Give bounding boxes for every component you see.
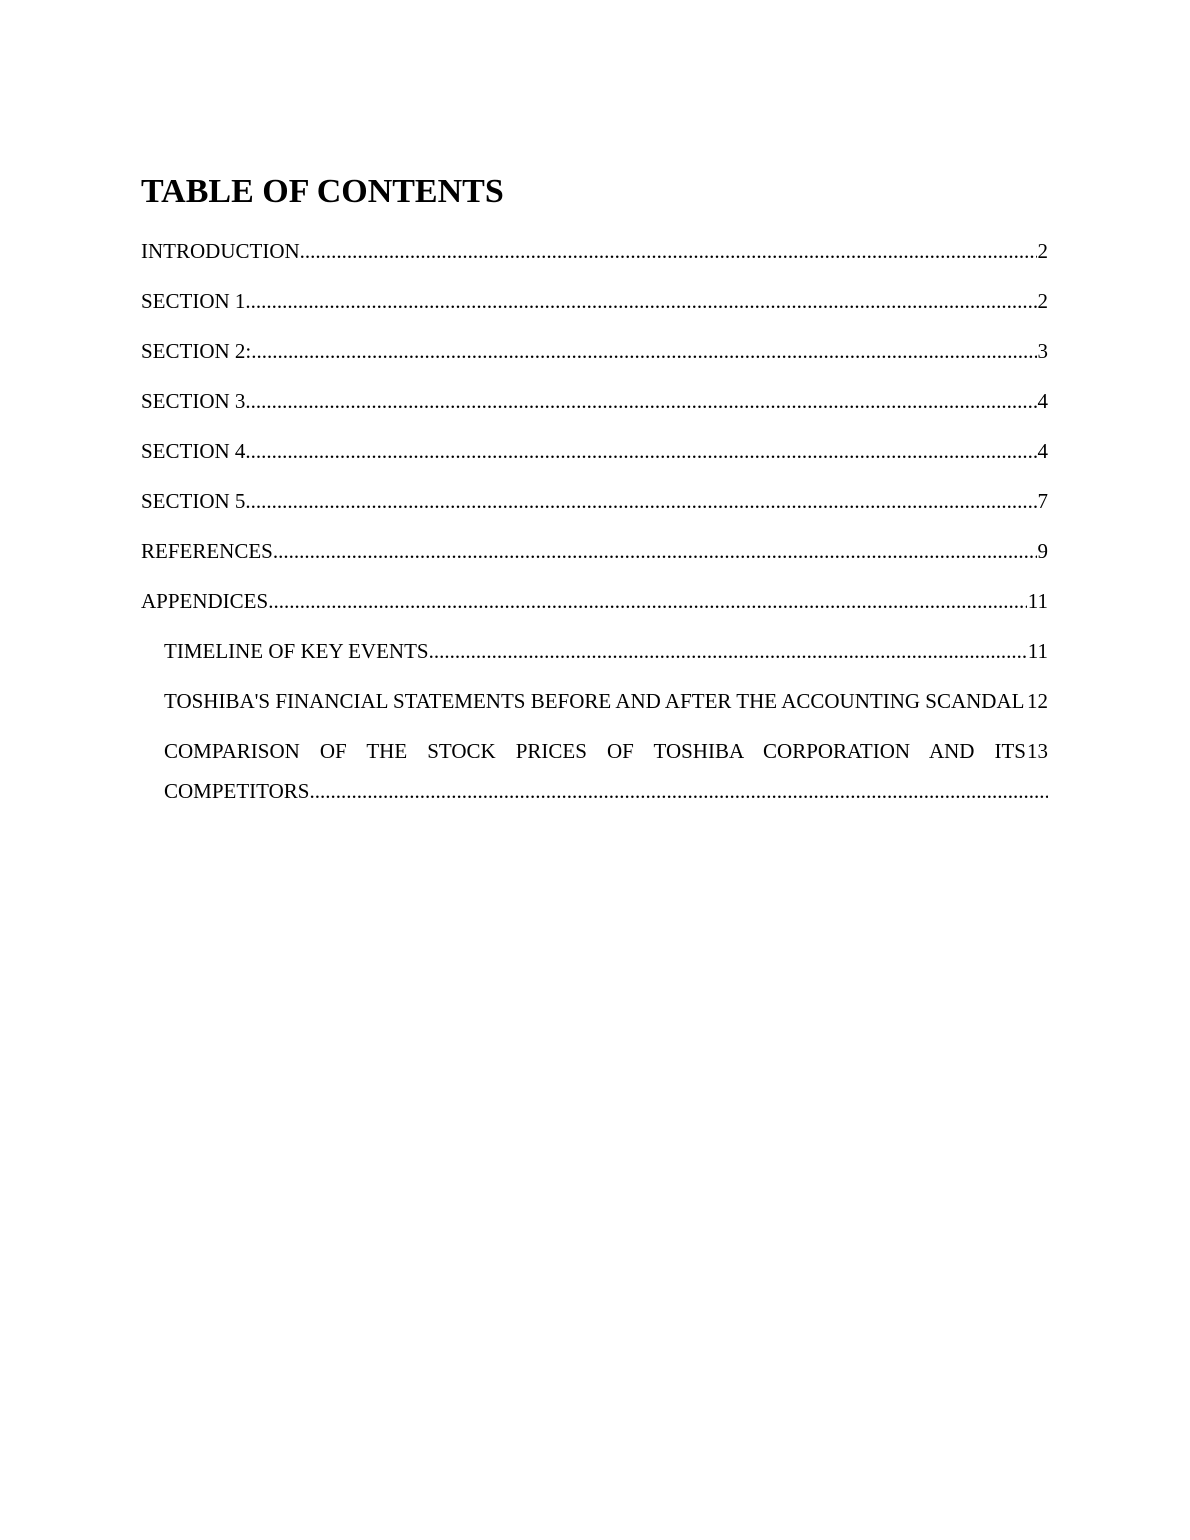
- toc-entry-label: TOSHIBA'S FINANCIAL STATEMENTS BEFORE AND AFTER THE ACCOUNTING SCANDAL .....: [164, 689, 1024, 713]
- toc-entry-section-5[interactable]: [141, 481, 1048, 521]
- toc-list: [141, 231, 1048, 821]
- toc-page-number: 12: [1026, 681, 1048, 721]
- toc-entry-label: TIMELINE OF KEY EVENTS .....: [164, 639, 429, 663]
- toc-page-number: 2: [1037, 231, 1049, 271]
- toc-entry-section-3[interactable]: [141, 381, 1048, 421]
- toc-entry-label: INTRODUCTION .....: [141, 239, 300, 263]
- toc-page-number: 2: [1037, 281, 1049, 321]
- toc-page-number: 13: [1026, 731, 1048, 771]
- toc-page-number: 11: [1027, 581, 1048, 621]
- toc-entry-financial-statements[interactable]: [164, 681, 1048, 721]
- toc-entry-label: COMPARISON OF THE STOCK PRICES OF TOSHIBA CORPORATION AND ITS COMPETITORS .....: [164, 739, 1026, 803]
- toc-entry-references[interactable]: [141, 531, 1048, 571]
- toc-entry-label: SECTION 2: .....: [141, 339, 251, 363]
- toc-entry-stock-prices[interactable]: [164, 731, 1048, 811]
- toc-page-number: 11: [1027, 631, 1048, 671]
- toc-entry-section-1[interactable]: [141, 281, 1048, 321]
- toc-entry-label: SECTION 1 .....: [141, 289, 245, 313]
- toc-page-number: 4: [1037, 431, 1049, 471]
- toc-page-number: 7: [1037, 481, 1049, 521]
- toc-page-number: 9: [1037, 531, 1049, 571]
- toc-entry-appendices[interactable]: [141, 581, 1048, 621]
- toc-title: TABLE OF CONTENTS: [141, 173, 504, 210]
- toc-entry-label: REFERENCES .....: [141, 539, 273, 563]
- toc-entry-section-2[interactable]: [141, 331, 1048, 371]
- toc-page-number: 3: [1037, 331, 1049, 371]
- toc-entry-label: SECTION 4 .....: [141, 439, 245, 463]
- toc-page-number: 4: [1037, 381, 1049, 421]
- toc-entry-label: SECTION 5 .....: [141, 489, 245, 513]
- toc-entry-introduction[interactable]: [141, 231, 1048, 271]
- toc-entry-section-4[interactable]: [141, 431, 1048, 471]
- toc-entry-label: APPENDICES .....: [141, 589, 268, 613]
- toc-entry-label: SECTION 3 .....: [141, 389, 245, 413]
- toc-entry-timeline[interactable]: [164, 631, 1048, 671]
